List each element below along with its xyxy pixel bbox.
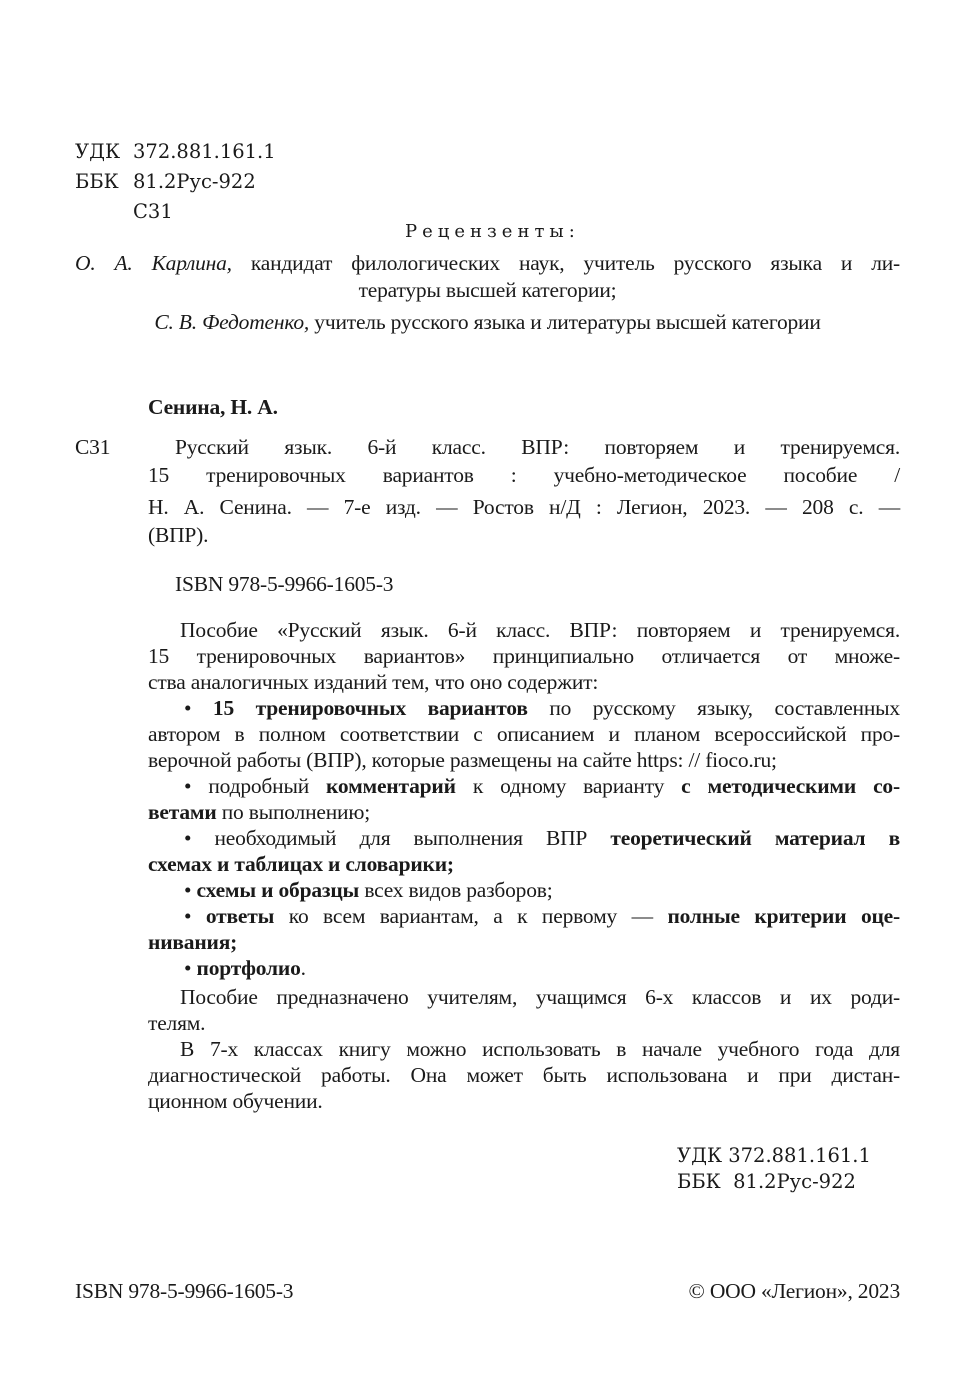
bullet-icon: •: [184, 956, 192, 980]
catalog-line-4: (ВПР).: [148, 523, 209, 547]
reviewer-1-name: О. А. Карлина,: [75, 251, 232, 275]
bbk-line: [75, 169, 256, 195]
bullet-icon: •: [184, 878, 192, 902]
bullet-6-line: [184, 955, 306, 981]
catalog-line-3: Н. А. Сенина. — 7-е изд. — Ростов н/Д : Легион, 2023. — 208 с. —: [148, 495, 900, 519]
annotation-p1-line-1: Пособие «Русский язык. 6-й класс. ВПР: повторяем и тренируемся.: [180, 618, 900, 642]
annotation-p1-line-3: ства аналогичных изданий тем, что оно содержит:: [148, 670, 599, 694]
bbk-value: 81.2Рус-922: [133, 170, 256, 193]
bullet-5-bold: ответы: [205, 904, 275, 928]
bullet-2-text: по выполнению;: [221, 800, 370, 824]
reviewer-2-text: учитель русского языка и литературы высшей категории: [314, 310, 821, 334]
author-heading: Сенина, Н. А.: [148, 395, 278, 419]
bullet-5-line-2: [148, 929, 237, 955]
bullet-4-text: всех видов разборов;: [364, 878, 553, 902]
reviewer-2-name: С. В. Федотенко,: [154, 310, 310, 334]
bullet-6-bold: портфолио: [196, 956, 301, 980]
bullet-icon: •: [184, 904, 192, 928]
footer-copyright: © ООО «Легион», 2023: [688, 1279, 900, 1303]
bullet-5-text: ко всем вариантам, а к первому —: [288, 904, 653, 928]
bullet-2-bold: с методическими со-: [681, 774, 900, 798]
bullet-6-text: .: [300, 956, 306, 980]
annotation-p3-line-3: ционном обучении.: [148, 1089, 323, 1113]
bullet-3-bold: схемах и таблицах и словарики;: [148, 852, 454, 876]
reviewer-1-line-2: тературы высшей категории;: [358, 278, 617, 302]
udk-line: [75, 139, 276, 165]
bottom-udk: УДК 372.881.161.1: [677, 1144, 871, 1167]
reviewer-2-line: [0, 309, 975, 335]
bullet-icon: •: [184, 696, 192, 720]
udk-value: 372.881.161.1: [133, 140, 276, 163]
reviewer-1-text: кандидат филологических наук, учитель русского языка и ли-: [250, 251, 901, 275]
catalog-mark: С31: [75, 435, 111, 459]
bullet-2-text: к одному варианту: [472, 774, 665, 798]
bullet-1-line-3: верочной работы (ВПР), которые размещены на сайте https: // fioco.ru;: [148, 748, 777, 772]
bullet-1-line-1: [184, 695, 900, 721]
bullet-2-line-2: [148, 799, 370, 825]
bullet-4-bold: схемы и образцы: [196, 878, 360, 902]
catalog-line-2: 15 тренировочных вариантов : учебно-методическое пособие /: [148, 463, 900, 487]
bullet-2-text: подробный: [208, 774, 310, 798]
bullet-3-text: необходимый для выполнения ВПР: [214, 826, 588, 850]
bullet-5-bold: нивания;: [148, 930, 238, 954]
bullet-5-bold: полные критерии оце-: [667, 904, 900, 928]
bullet-4-line: [184, 877, 553, 903]
bullet-icon: •: [184, 774, 192, 798]
bullet-2-line-1: [184, 773, 900, 799]
bullet-2-bold: ветами: [148, 800, 217, 824]
annotation-p2-line-1: Пособие предназначено учителям, учащимся 6-х классов и их роди-: [180, 985, 900, 1009]
bullet-3-line-2: [148, 851, 454, 877]
annotation-p1-line-2: 15 тренировочных вариантов» принципиально отличается от множе-: [148, 644, 900, 668]
author-mark: С31: [133, 200, 173, 223]
reviewers-heading: Рецензенты:: [405, 221, 580, 242]
annotation-p3-line-1: В 7-х классах книгу можно использовать в начале учебного года для: [180, 1037, 900, 1061]
bullet-3-bold: теоретический материал в: [610, 826, 900, 850]
reviewer-1-line-1: [75, 250, 900, 276]
bullet-1-text: по русскому языку, составленных: [549, 696, 900, 720]
footer-isbn: ISBN 978-5-9966-1605-3: [75, 1279, 294, 1303]
bullet-1-line-2: автором в полном соответствии с описанием и планом всероссийской про-: [148, 722, 900, 746]
udk-label: УДК: [75, 140, 121, 163]
annotation-p3-line-2: диагностической работы. Она может быть использована и при дистан-: [148, 1063, 900, 1087]
bbk-label: ББК: [75, 170, 119, 193]
annotation-p2-line-2: телям.: [148, 1011, 206, 1035]
bullet-icon: •: [184, 826, 192, 850]
bullet-1-bold: 15 тренировочных вариантов: [212, 696, 528, 720]
bullet-2-bold: комментарий: [326, 774, 456, 798]
bottom-bbk: ББК 81.2Рус-922: [677, 1170, 856, 1193]
bullet-3-line-1: [184, 825, 900, 851]
bullet-5-line-1: [184, 903, 900, 929]
catalog-line-1: Русский язык. 6-й класс. ВПР: повторяем и тренируемся.: [175, 435, 900, 459]
catalog-isbn: ISBN 978-5-9966-1605-3: [175, 572, 394, 596]
